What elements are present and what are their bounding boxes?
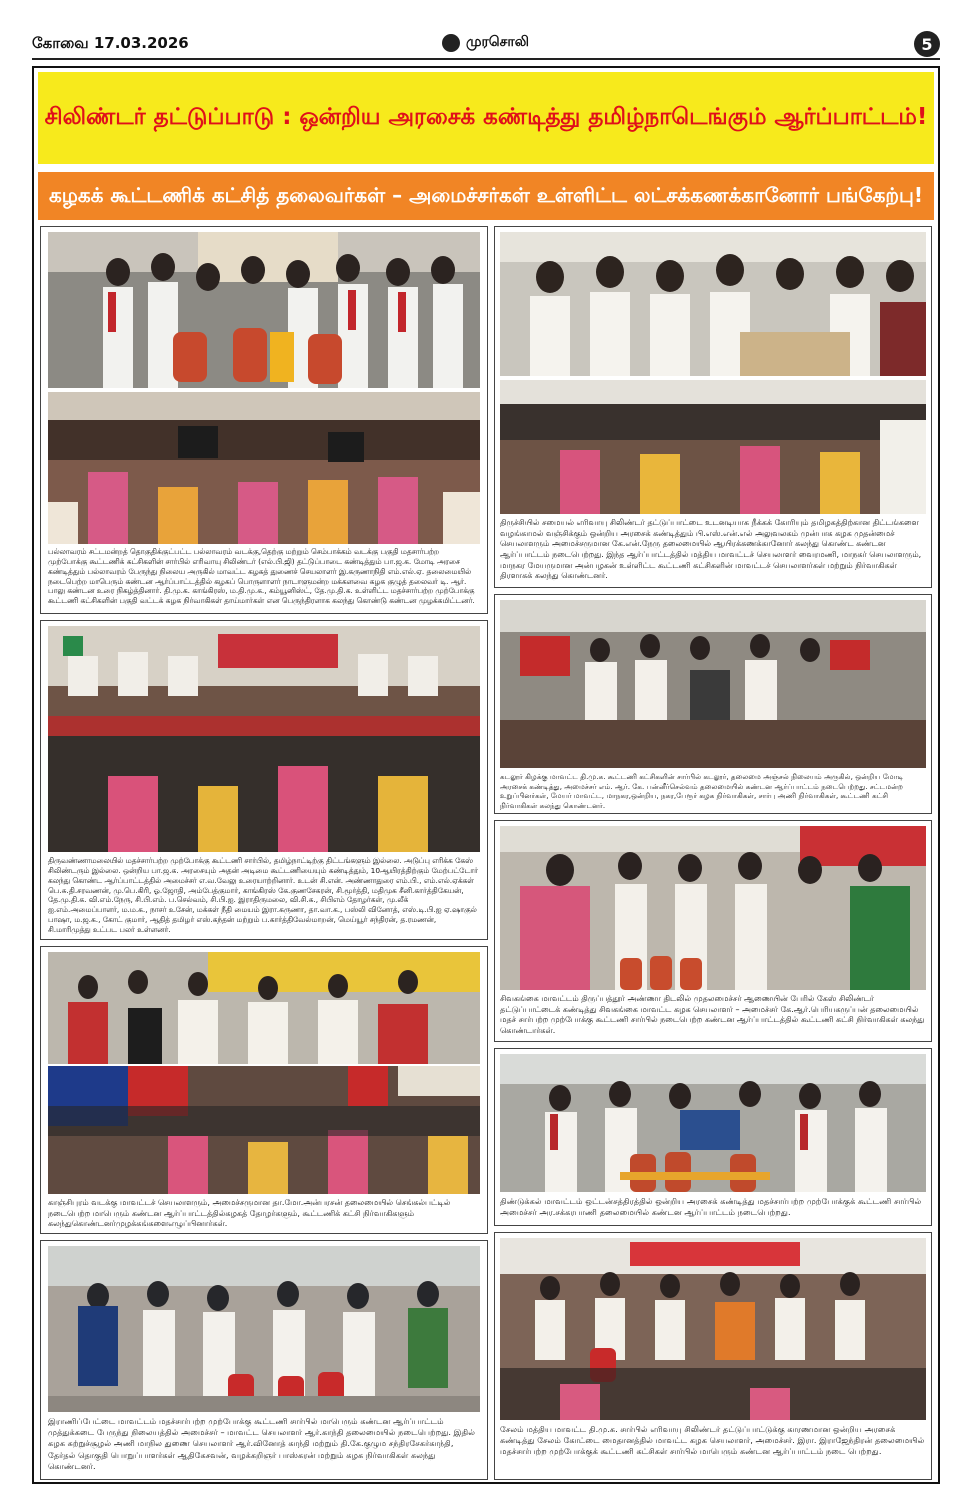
header-rule: [32, 58, 940, 60]
masthead: [442, 34, 529, 52]
photo-tiruvannamalai-rally: [48, 626, 480, 852]
photo-dindigul-stage: [500, 1054, 926, 1192]
photo-trichy-stage: [500, 232, 926, 376]
caption-trichy: திருச்சியில் சமையல் எரிவாயு சிலிண்டர் தட்டுப்பாட்டை உடனடியாக நீக்கக் கோரியும் தமிழகத்திற்கான திட்டங்களை வழங்காமல் வஞ்சிக்கும் ஒன்றிய அரசைக் கண்டித்தும் பி.எஸ்.என்.எல் அலுவலகம் முன்பாக கழக முதன்மைச் செயலாளரும் அமைச்சருமான கே.என்.நேரு தலைமையில் ஆயிரக்கணக்கானோர் கலந்து கொண்ட கண்டன ஆர்ப்பாட்டம் நடைபெற்றது. இந்த ஆர்ப்பாட்டத்தில் மத்திய மாவட்டச் செயலாளர் வைரமணி, மாநகர் செயலாளரும், மாநகர மேயருமான அன்பழகன் உள்ளிட்ட கூட்டணி கட்சிகளின் மாவட்டச் செயலாளர்கள் மற்றும் நிர்வாகிகள் திரளாகக் கலந்து கொண்டனர்.: [500, 518, 922, 581]
headline-banner: [38, 72, 934, 164]
subheadline-banner: [38, 172, 934, 220]
photo-ranipet-rally: [48, 1246, 480, 1412]
caption-salem: சேலம் மத்திய மாவட்ட தி.மு.க. சார்பில் எரிவாயு சிலிண்டர் தட்டுப்பாட்டுக்கு காரணமான ஒன்றிய அரசைக் கண்டித்து சேலம் கோட்டை மைதானத்தில் மாவட்ட கழக செயலாளர், அமைச்சர். இரா. இராஜேந்திரன் தலைமையில் மதச்சார்பற்ற முற்போக்குக் கூட்டணி கட்சிகள் சார்பில் மாபெரும் கண்டன ஆர்ப்பாட்டம் நடை பெற்றது.: [500, 1424, 925, 1457]
caption-sivaganga: சிவகங்கை மாவட்டம் திருப்பத்தூர் அண்ணா திடலில் முதலமைச்சர் ஆணையின் பேரில் கேஸ் சிலிண்டர் தட்டுப்பாட்டைக் கண்டித்து சிவகங்கை மாவட்ட கழக செயலாளர் – அமைச்சர் கே.ஆர்.பெரியகருப்பன் தலைமையில் மதச் சார்பற்ற முற்போக்கு கூட்டணி சார்பில் நடைபெற்ற கண்டன ஆர்ப்பாட்டத்தில் கூட்டணி கட்சி நிர்வாகிகள் கலந்து கொண்டார்கள்.: [500, 994, 925, 1035]
caption-tiruvannamalai: திருவண்ணாமலையில் மதச்சார்பற்ற முற்போக்கு கூட்டணி சார்பில், தமிழ்நாட்டிற்கு திட்டங்களும் இல்லை. அடுப்பு எரிக்க கேஸ் சிலிண்டரும் இல்லை. ஒன்றிய பா.ஜ.க. அரசையும் அதன் அடிமை கூட்டணியையும் கண்டித்தும், 10ஆயிரத்திற்கும் மேற்பட்டோர் கலந்து கொண்ட ஆர்ப்பாட்டத்தில் அமைச்சர் எ.வ.வேலு உரையாற்றினார். உடன் சி.என். அண்ணாதுரை எம்.பி., எம்.எல்.ஏக்கள் பெ.சு.தி.சரவணன், மு.பெ.கிரி, ஓ.ஜோதி, அம்பேத்குமார், காங்கிரஸ் கே.குணசேகரன், சி.மூர்த்தி, மதிமுக சீனி.கார்த்திகேயன், தே.மு.தி.க. வி.எம்.நேரு, சி.பி.எம். ப.செல்வம், சி.பி.ஐ. இராதிருமலை, வி.சி.க., சிபிஎம் தோழர்கள், மு.லீக் ஐ.எம்.அமைப்பாளர், ம.ம.க., நாசர் உசேன், மக்கள் நீதி மையம் இரா.கருணா, தா.வா.க., பஸ்லி வினோத், எஸ்.டி.பி.ஐ ஏ.ஷாகுல் பாஷா, ம.ஜ.க., கோட் குமார், ஆதித் தமிழர் எஸ்.கந்தன் மற்றும் ப.கார்த்திவேல்மாறன், மெய்யூர் சந்திரன், த.ரமணன், சி.மாரிமுத்து உட்பட பலர் உள்ளனர்.: [48, 856, 478, 934]
murasoli-logo-icon: [442, 34, 460, 52]
photo-pallavaram-crowd: [48, 392, 480, 544]
edition-date: கோவை 17.03.2026: [32, 34, 189, 52]
paper-name: முரசொலி: [466, 34, 529, 50]
photo-kanchipuram-crowd: [48, 1066, 480, 1194]
caption-kanchipuram: காஞ்சிபுரம் வடக்கு மாவட்டச் செயலாளரும், அமைச்சருமான தா.மோ.அன்பரசன் தலைமையில் செங்கல்பட்டில் நடைபெற்ற மாபெரும் கண்டன ஆர்ப்பாட்டத்தில்கழகத் தோழர்களும், கூட்டணிக் கட்சி நிர்வாகிகளும் கலந்துகொண்டனர்முழக்கங்களைஎழுப்பினார்கள்.: [48, 1198, 451, 1229]
caption-ranipet: இராணிப்பேட்டை மாவட்டம் மதச்சார்பற்ற முற்போக்கு கூட்டணி சார்பில் மாபெரும் கண்டன ஆர்ப்பாட்டம் முத்துக்கடை பேருந்து நிலையத்தில் அமைச்சர் – மாவட்ட செயலாளர் ஆர்.காந்தி தலைமையில் நடைபெற்றது. இதில் கழக சுற்றுச்சூழல் அணி மாநில துணை செயலாளர் ஆர்.வினோத் காந்தி மற்றும் தி.கே.குழும சந்திரசேகர்காந்தி, தேர்தல் தொகுதி பொறுப்பாளர்கள் ஆதிகேசவன், வழக்கறிஞர் பாஸ்கரன் மற்றும் கழக நிர்வாகிகள் கலந்து கொண்டனர்.: [48, 1416, 476, 1471]
photo-kanchipuram-stage: [48, 952, 480, 1064]
caption-pallavaram: பல்லாவரம் சட்டமன்றத் தொகுதிக்குட்பட்ட பல்லாவரம் வடக்கு,தெற்கு மற்றும் செம்பாக்கம் வடக்கு பகுதி மதசார்பற்ற முற்போக்கு கூட்டணிக் கட்சிகளின் சார்பில் எரிவாயு சிலிண்டர் (எல்.பி.ஜி) தட்டுப்பாடை கண்டித்தும் பா.ஜ.க. மோடி அரசை கண்டித்தும் பல்லாவரம் பேருந்து நிலைய அருகில் மாவட்ட கழகத் துணைச் செயலாளர் இ.கருணாநிதி எம்.எல்.ஏ. தலைமையில் நடைபெற்ற மாபெரும் கண்டன ஆர்ப்பாட்டத்தில் கழகப் பொருளாளர் நாடாளுமன்ற மக்களவை கழக குழுத் தலைவர் டி. ஆர். பாலு கண்டன உரை நிகழ்த்தினார். தி.மு.க. காங்கிரஸ், ம.தி.மு.க., கம்யூனிஸ்ட், தே.மு.தி.க. உள்ளிட்ட மதச்சார்பற்ற முற்போக்கு கூட்டணி கட்சிகளின் பகுதி வட்டக் கழக நிர்வாகிகள் தாய்மார்கள் என பெருந்திரளாக கலந்து கொண்டு கண்டன முழக்கமிட்டனர்.: [48, 547, 475, 606]
caption-dindigul: திண்டுக்கல் மாவட்டம் ஒட்டன்சத்திரத்தில் ஒன்றிய அரசைக் கண்டித்து மதச்சார்பற்ற முற்போக்குக் கூட்டணி சார்பில் அமைச்சர் அர.சக்கரபாணி தலைமையில் கண்டன ஆர்ப்பாட்டம் நடைபெற்றது.: [500, 1196, 922, 1218]
headline-text: சிலிண்டர் தட்டுப்பாடு : ஒன்றிய அரசைக் கண்டித்து தமிழ்நாடெங்கும் ஆர்ப்பாட்டம்!: [44, 103, 928, 130]
photo-cuddalore-protest: [500, 600, 926, 768]
photo-salem-rally: [500, 1238, 926, 1420]
photo-trichy-crowd: [500, 380, 926, 514]
page-header: [32, 34, 940, 54]
caption-cuddalore: கடலூர் கிழக்கு மாவட்ட தி.மு.க. கூட்டணி கட்சிகளின் சார்பில் கடலூர், தலைமை அஞ்சல் நிலையம் அருகில், ஒன்றிய மோடி அரசைக் கண்டித்து, அமைச்சர் எம். ஆர். கே. பன்னீர்செல்வம் தலைமையில் கண்டன ஆர்ப்பாட்டம் நடைபெற்றது. சட்டமன்ற உறுப்பினர்கள், மேயர் மாவட்ட, மாநகர,ஒன்றிய, நகர,பேரூர் கழக நிர்வாகிகள், சார்பு அணி நிர்வாகிகள், கூட்டணி கட்சி நிர்வாகிகள் கலந்து கொண்டனர்.: [500, 772, 904, 810]
photo-sivaganga-stage: [500, 826, 926, 990]
subheadline-text: கழகக் கூட்டணிக் கட்சித் தலைவர்கள் – அமைச்சர்கள் உள்ளிட்ட லட்சக்கணக்கானோர் பங்கேற்பு!: [49, 182, 923, 207]
photo-pallavaram-leaders: [48, 232, 480, 388]
page-number: 5: [914, 31, 940, 57]
